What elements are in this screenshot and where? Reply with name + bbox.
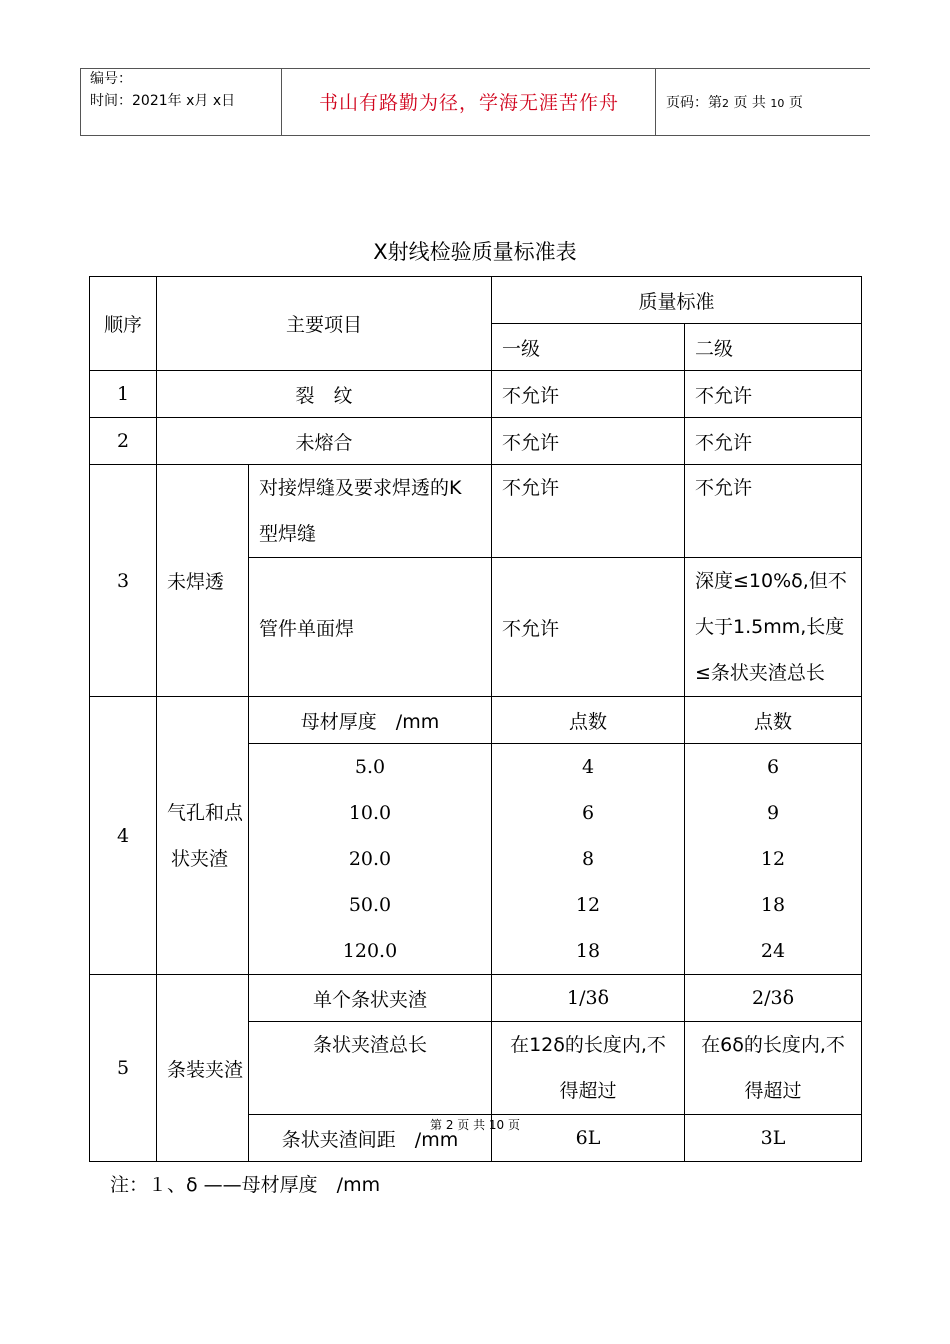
row4-thickness-header: 母材厚度 /mm: [249, 697, 492, 744]
level2-points: 18: [760, 894, 786, 916]
page-suffix: 页: [788, 95, 803, 111]
level2-points: 12: [760, 848, 786, 870]
row2-item: 未熔合: [157, 418, 492, 465]
col-header-order: 顺序: [90, 277, 157, 371]
table-note: 注：１、δ ——母材厚度 /mm: [110, 1174, 381, 1196]
row5-total-level1-line2: 得超过: [559, 1080, 617, 1102]
row1-level1: 不允许: [492, 371, 685, 418]
document-title: X射线检验质量标准表: [373, 240, 577, 264]
time-year-unit: 年: [167, 93, 182, 109]
row4-item-line2: 状夹渣: [171, 847, 229, 870]
row3-sub2: 管件单面焊: [249, 558, 492, 697]
row5-gap-level1: 6L: [492, 1115, 685, 1162]
header-page-info: [666, 92, 803, 112]
row3-sub1-line1: 对接焊缝及要求焊透的K: [259, 477, 462, 499]
page-prefix: 页码：第: [666, 95, 722, 111]
doc-time: [90, 90, 235, 112]
header-bottom-border: [80, 135, 870, 136]
row3-sub2-level1: 不允许: [492, 558, 685, 697]
row5-gap-label: 条状夹渣间距 /mm: [249, 1115, 492, 1162]
time-month-unit: 月: [194, 93, 209, 109]
row1-number: 1: [90, 371, 157, 418]
row2-level1: 不允许: [492, 418, 685, 465]
table-row-4-header: [90, 697, 862, 744]
row2-number: 2: [90, 418, 157, 465]
col-header-level2: 二级: [685, 324, 862, 371]
row2-level2: 不允许: [685, 418, 862, 465]
level2-points: 24: [760, 940, 786, 962]
row5-item: 条装夹渣: [157, 975, 249, 1162]
row4-level1-values: [492, 744, 685, 975]
header-row-1: [90, 277, 862, 324]
row3-sub1-line2: 型焊缝: [259, 523, 317, 545]
level1-points: 4: [581, 756, 595, 778]
row3-number: 3: [90, 465, 157, 697]
document-header: [80, 68, 870, 136]
table-row-1: [90, 371, 862, 418]
row5-total-level2: [685, 1022, 862, 1115]
row5-total-level1: [492, 1022, 685, 1115]
row4-thickness-values: [249, 744, 492, 975]
row4-level2-values: [685, 744, 862, 975]
time-month: x: [186, 93, 195, 109]
footer-page-number: 第 2 页 共 10 页: [430, 1118, 520, 1132]
thickness-value: 20.0: [348, 848, 392, 870]
row3-sub1-level2: 不允许: [685, 465, 862, 558]
header-motto: 书山有路勤为径，学海无涯苦作舟: [318, 92, 619, 114]
thickness-value: 10.0: [348, 802, 392, 824]
page-total: 10: [770, 97, 785, 110]
col-header-item: 主要项目: [157, 277, 492, 371]
level1-points: 6: [581, 802, 595, 824]
level2-points: 6: [766, 756, 780, 778]
table-row-3a: [90, 465, 862, 558]
row1-item: 裂 纹: [157, 371, 492, 418]
level2-points: 9: [766, 802, 780, 824]
level1-points: 12: [575, 894, 601, 916]
header-left-border: [80, 68, 81, 136]
row3-sub2-level2: [685, 558, 862, 697]
page-mid: 页 共: [733, 95, 766, 111]
row5-single-label: 单个条状夹渣: [249, 975, 492, 1022]
thickness-value: 120.0: [342, 940, 398, 962]
page-number: 2: [722, 97, 729, 110]
row5-single-level2: 2/3δ: [685, 975, 862, 1022]
row3-item: 未焊透: [157, 465, 249, 697]
time-day-unit: 日: [221, 93, 236, 109]
row5-number: 5: [90, 975, 157, 1162]
row4-points-header-level1: 点数: [492, 697, 685, 744]
quality-standard-table: [89, 276, 862, 1162]
doc-number-label: 编号：: [90, 71, 132, 87]
time-year: 2021: [132, 93, 168, 109]
time-label: 时间：: [90, 93, 132, 109]
row5-single-level1: 1/3δ: [492, 975, 685, 1022]
row1-level2: 不允许: [685, 371, 862, 418]
row5-total-level2-line2: 得超过: [744, 1080, 802, 1102]
row5-total-level1-line1: 在12δ的长度内,不: [510, 1034, 666, 1056]
row3-sub2-level2-line3: ≤条状夹渣总长: [695, 662, 825, 684]
header-meta: [90, 68, 235, 112]
thickness-value: 50.0: [348, 894, 392, 916]
row4-points-header-level2: 点数: [685, 697, 862, 744]
row5-total-level2-line1: 在6δ的长度内,不: [701, 1034, 845, 1056]
level1-points: 18: [575, 940, 601, 962]
row5-total-label: 条状夹渣总长: [249, 1022, 492, 1115]
row3-sub1: [249, 465, 492, 558]
row4-item-line1: 气孔和点: [167, 801, 244, 824]
col-header-level1: 一级: [492, 324, 685, 371]
row3-sub2-level2-line2: 大于1.5mm,长度: [695, 616, 845, 638]
row5-gap-level2: 3L: [685, 1115, 862, 1162]
level1-points: 8: [581, 848, 595, 870]
col-header-standard: 质量标准: [492, 277, 862, 324]
table-row-2: [90, 418, 862, 465]
row3-sub1-level1: 不允许: [492, 465, 685, 558]
row4-item: [157, 697, 249, 975]
time-day: x: [212, 93, 222, 109]
table-row-5a: [90, 975, 862, 1022]
thickness-value: 5.0: [354, 756, 386, 778]
row3-sub2-level2-line1: 深度≤10%δ,但不: [695, 570, 847, 592]
row4-number: 4: [90, 697, 157, 975]
